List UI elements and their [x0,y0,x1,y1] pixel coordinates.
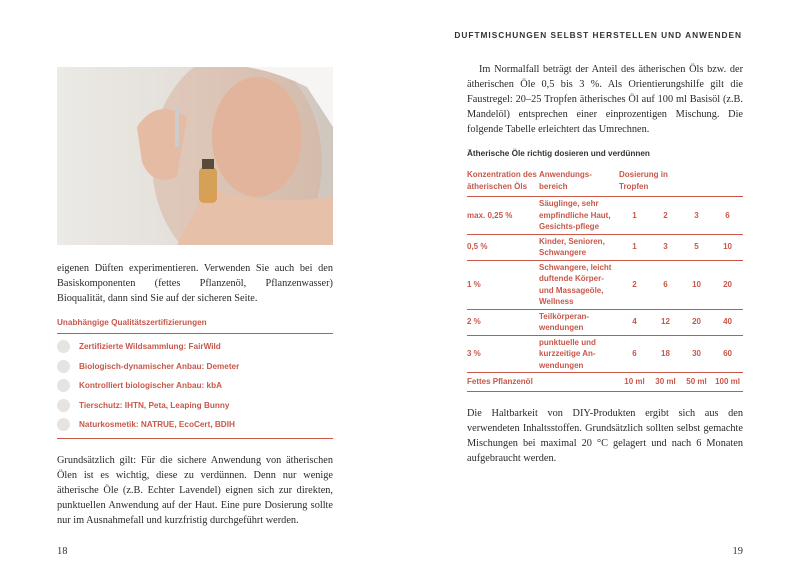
drops-cell: 20 [681,309,712,335]
list-item [57,396,333,416]
header-dosage: Dosierung in Tropfen [619,168,681,197]
drops-cell: 12 [650,309,681,335]
oil-volume-cell: 30 ml [650,373,681,392]
list-item [57,376,333,396]
drops-cell: 20 [712,260,743,309]
application-cell: Teilkörperan-wendungen [539,309,619,335]
concentration-cell: max. 0,25 % [467,197,539,235]
concentration-cell: 1 % [467,260,539,309]
footer-label: Fettes Pflanzenöl [467,373,619,392]
table-footer-row [467,373,743,392]
application-cell: Schwangere, leicht duftende Körper- und Massageöle, Wellness [539,260,619,309]
drops-cell: 2 [619,260,650,309]
item-text: Biologisch-dynamischer Anbau: Demeter [79,361,240,371]
photo-woman-with-dropper [57,67,333,245]
list-item [57,357,333,377]
running-header: DUFTMISCHUNGEN SELBST HERSTELLEN UND ANWENDEN [454,30,742,40]
drops-cell: 6 [619,335,650,373]
header-spacer [681,168,743,197]
drops-cell: 10 [712,234,743,260]
bullet-icon [57,418,70,431]
right-paragraph-2: Die Haltbarkeit von DIY-Produkten ergibt sich aus den verwendeten Inhaltsstoffen. Grundsätzlich sollten selbst gemachte Mischungen bei maximal 20 °C gelagert und nach 6 Monaten aufgebraucht werden. [467,407,743,464]
drops-cell: 30 [681,335,712,373]
dosage-table [467,168,743,392]
page-number-right: 19 [732,546,743,557]
drops-cell: 10 [681,260,712,309]
drops-cell: 2 [650,197,681,235]
table-row [467,234,743,260]
bullet-icon [57,399,70,412]
drops-cell: 40 [712,309,743,335]
list-item [57,337,333,357]
oil-volume-cell: 100 ml [712,373,743,392]
oil-volume-cell: 10 ml [619,373,650,392]
drops-cell: 60 [712,335,743,373]
left-paragraph-1: eigenen Düften experimentieren. Verwenden Sie auch bei den Basiskomponenten (fettes Pflanzenöl, Pflanzenwasser) Bioqualität, dann sind Sie auf der sicheren Seite. [57,263,333,304]
right-page [467,62,743,557]
header-concentration: Konzentration des ätherischen Öls [467,168,539,197]
left-page [57,67,333,557]
bullet-icon [57,360,70,373]
left-paragraph-2: Grundsätzlich gilt: Für die sichere Anwendung von ätherischen Ölen ist es wichtig, diese zu verdünnen. Denn nur wenige ätherische Öle (z.B. Echter Lavendel) eignen sich zur direkten, punktuellen Anwendung auf der Haut. Eine pure Dosierung sollte nur im Ausnahmefall und kurzfristig durchgeführt werden. [57,454,333,526]
header-application: Anwendungs-bereich [539,168,619,197]
concentration-cell: 0,5 % [467,234,539,260]
table-row [467,260,743,309]
table-title: Ätherische Öle richtig dosieren und verdünnen [467,149,650,158]
concentration-cell: 3 % [467,335,539,373]
divider [57,438,333,439]
bullet-icon [57,379,70,392]
page-number-left: 18 [57,546,68,557]
item-text: Tierschutz: IHTN, Peta, Leaping Bunny [79,400,230,410]
item-text: Kontrolliert biologischer Anbau: kbA [79,381,222,391]
drops-cell: 1 [619,234,650,260]
drops-cell: 5 [681,234,712,260]
drops-cell: 4 [619,309,650,335]
drops-cell: 1 [619,197,650,235]
bullet-icon [57,340,70,353]
table-row [467,335,743,373]
drops-cell: 6 [650,260,681,309]
table-row [467,309,743,335]
oil-volume-cell: 50 ml [681,373,712,392]
concentration-cell: 2 % [467,309,539,335]
item-text: Naturkosmetik: NATRUE, EcoCert, BDIH [79,420,235,430]
list-item [57,415,333,435]
certification-box [57,318,333,439]
application-cell: punktuelle und kurzzeitige An-wendungen [539,335,619,373]
drops-cell: 3 [681,197,712,235]
drops-cell: 6 [712,197,743,235]
application-cell: Säuglinge, sehr empfindliche Haut, Gesichts-pflege [539,197,619,235]
table-row [467,197,743,235]
item-text: Zertifizierte Wildsammlung: FairWild [79,342,221,352]
right-paragraph-1: Im Normalfall beträgt der Anteil des ätherischen Öls bzw. der ätherischen Öle 0,5 bis 3 %. Als Orientierungshilfe gilt die Faustregel: 20–25 Tropfen ätherisches Öl auf 100 ml Basisöl (z.B. Mandelöl) entsprechen einer einprozentigen Mischung. Die folgende Tabelle erleichtert das Umrechnen. [467,64,743,135]
application-cell: Kinder, Senioren, Schwangere [539,234,619,260]
drops-cell: 3 [650,234,681,260]
drops-cell: 18 [650,335,681,373]
box-title: Unabhängige Qualitätszertifizierungen [57,318,207,327]
